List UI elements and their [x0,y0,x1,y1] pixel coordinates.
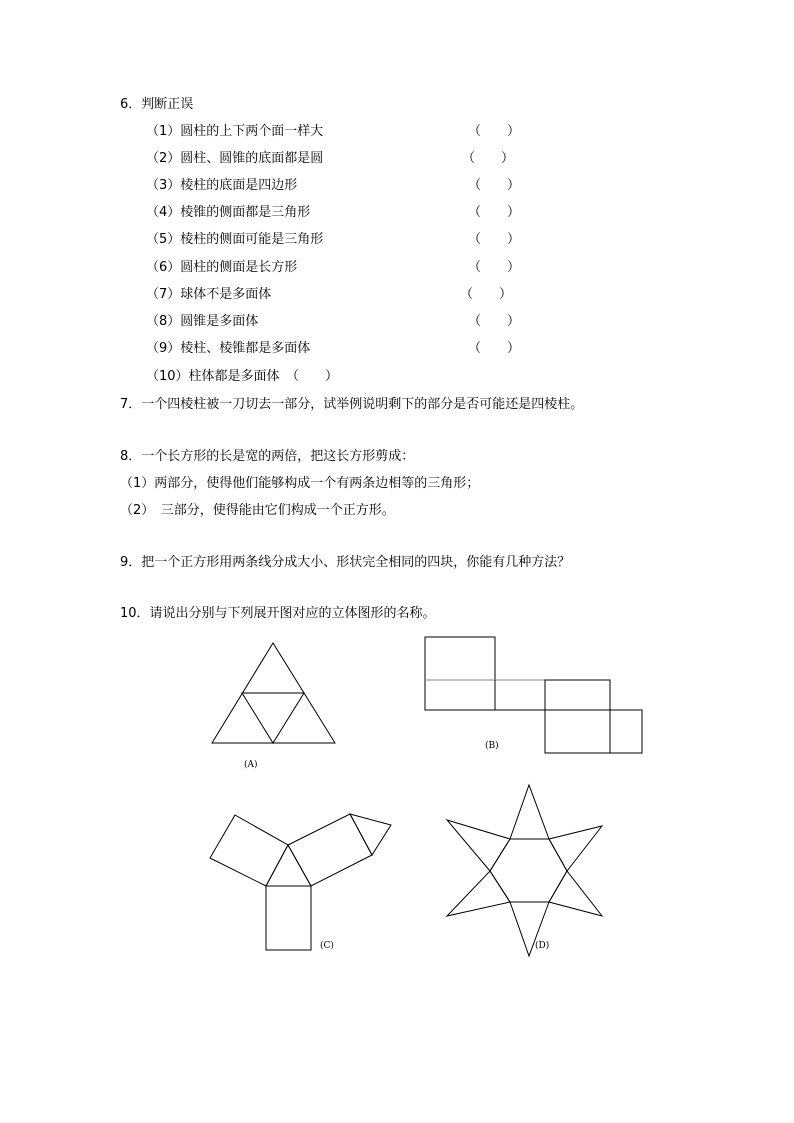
figure-c-label: (C) [320,941,334,951]
q6-item-4: （4）棱锥的侧面都是三角形 [146,205,311,220]
q6-answer-9[interactable]: （ ） [468,341,521,356]
q6-item-2: （2）圆柱、圆锥的底面都是圆 [146,151,324,166]
q10-text: 10．请说出分别与下列展开图对应的立体图形的名称。 [120,606,436,621]
q6-answer-4[interactable]: （ ） [468,205,521,220]
q6-answer-7[interactable]: （ ） [460,287,513,302]
figure-b-cube-net [425,637,642,753]
figure-b-label: (B) [485,741,499,751]
figure-d-label: (D) [535,941,550,951]
q8-sub2: （2） 三部分，使得能由它们构成一个正方形。 [120,503,395,518]
q6-item-1: （1）圆柱的上下两个面一样大 [146,124,324,139]
q6-item-9: （9）棱柱、棱锥都是多面体 [146,341,311,356]
q6-item-10: （10）柱体都是多面体 （ ） [146,369,339,384]
q6-answer-5[interactable]: （ ） [468,232,521,247]
q6-answer-3[interactable]: （ ） [468,178,521,193]
q6-item-7: （7）球体不是多面体 [146,287,272,302]
q8-text: 8．一个长方形的长是宽的两倍，把这长方形剪成： [120,449,415,464]
q6-item-3: （3）棱柱的底面是四边形 [146,178,298,193]
q7-text: 7．一个四棱柱被一刀切去一部分，试举例说明剩下的部分是否可能还是四棱柱。 [120,397,584,412]
q6-item-8: （8）圆锥是多面体 [146,314,259,329]
q6-title: 6．判断正误 [120,97,194,112]
q6-item-5: （5）棱柱的侧面可能是三角形 [146,232,324,247]
figure-c-prism-net [210,814,391,950]
q6-item-6: （6）圆柱的侧面是长方形 [146,260,298,275]
q6-answer-8[interactable]: （ ） [468,314,521,329]
q8-sub1: （1）两部分，使得他们能够构成一个有两条边相等的三角形； [120,476,480,491]
q6-answer-1[interactable]: （ ） [468,124,521,139]
figure-a-triangle-net [212,643,335,743]
q6-answer-2[interactable]: （ ） [462,151,515,166]
figure-d-star-net [447,785,602,956]
q9-text: 9．把一个正方形用两条线分成大小、形状完全相同的四块，你能有几种方法？ [120,555,571,570]
figure-a-label: (A) [244,760,258,770]
q6-answer-6[interactable]: （ ） [468,260,521,275]
